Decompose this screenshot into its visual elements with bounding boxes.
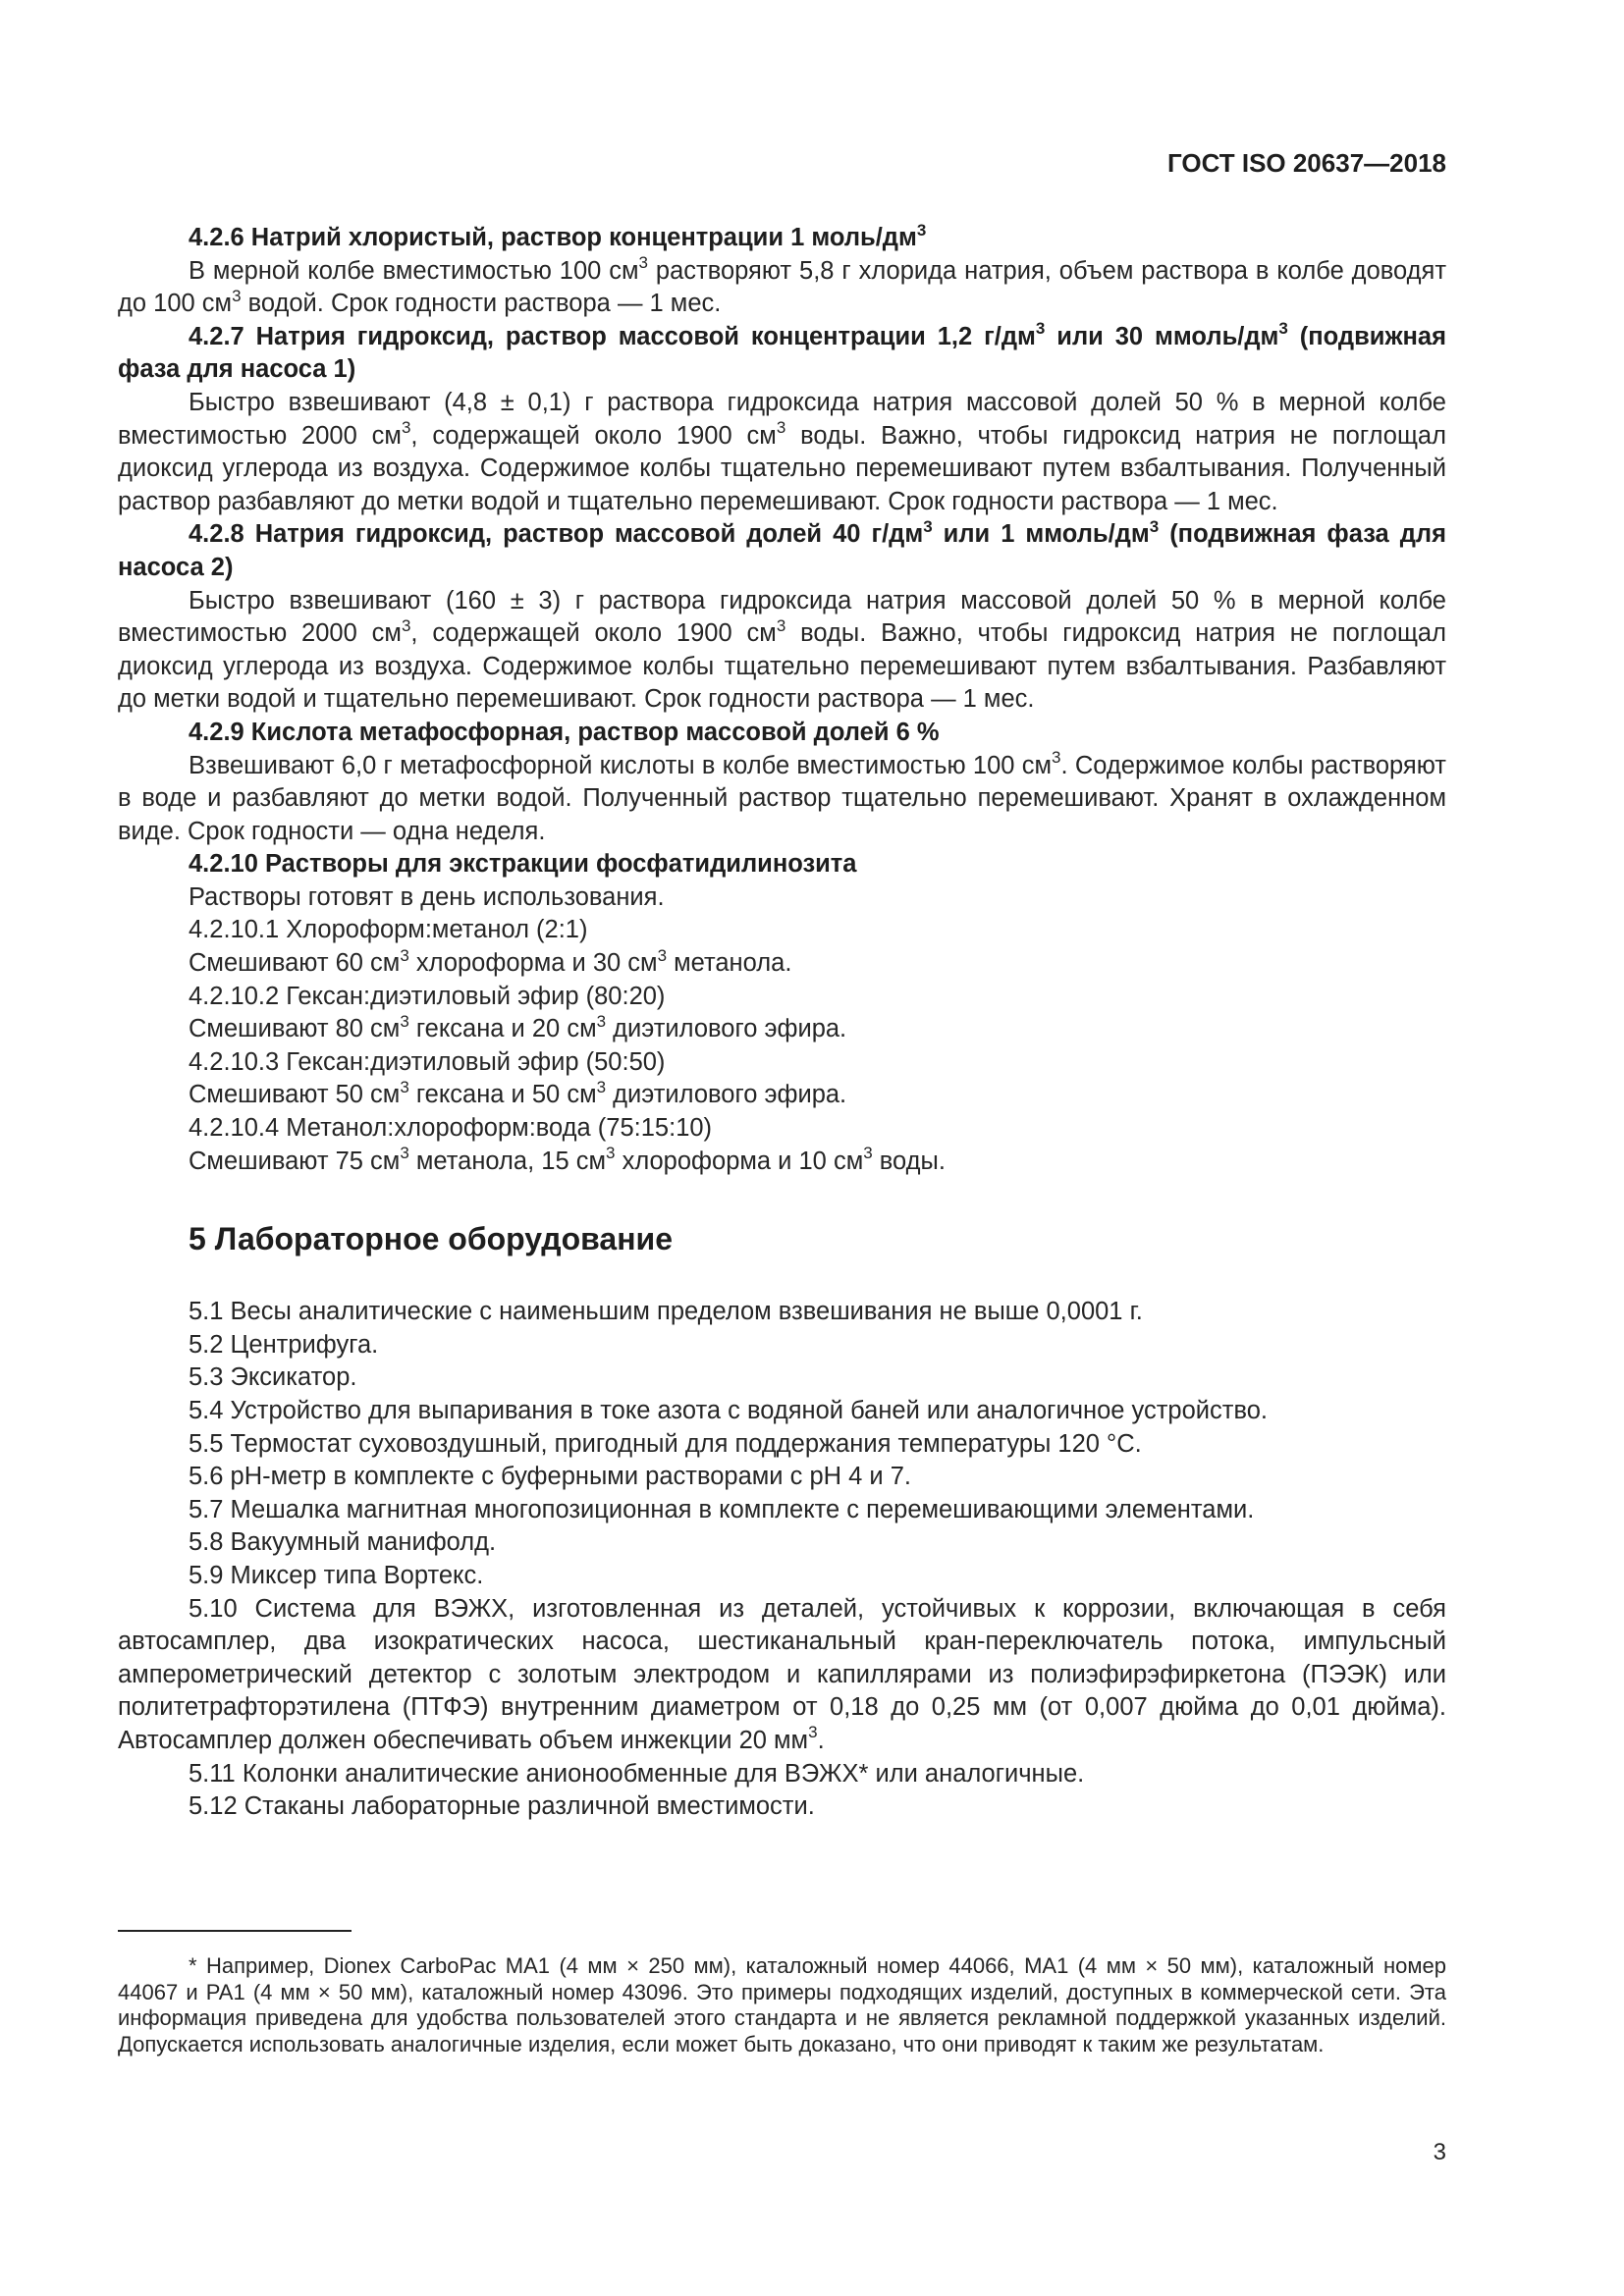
clause-5-9: 5.9 Миксер типа Вортекс.: [189, 1561, 484, 1589]
clause-5-6: 5.6 pH-метр в комплекте с буферными растворами с pH 4 и 7.: [189, 1463, 911, 1491]
clause-4-2-10-text: Растворы готовят в день использования.: [189, 882, 665, 911]
clause-4-2-10-3-heading: 4.2.10.3 Гексан:диэтиловый эфир (50:50): [189, 1047, 666, 1076]
clause-4-2-6-heading: 4.2.6 Натрий хлористый, раствор концентрации 1 моль/$дм^3$: [189, 220, 927, 251]
clause-5-3: 5.3 Эксикатор.: [189, 1363, 357, 1392]
clause-5-11: 5.11 Колонки аналитические анионообменные для ВЭЖХ* или аналогичные.: [189, 1759, 1085, 1788]
clause-4-2-7-heading: 4.2.7 Натрия гидроксид, раствор массовой концентрации 1,2 $г/дм^3$ или 30 ммоль/$дм^3$ (подвижная фаза для насоса 1): [118, 319, 1446, 384]
footnote: * Например, Dionex CarboPac MA1 (4 мм × 250 мм), каталожный номер 44066, MA1 (4 мм × 50 мм), каталожный номер 44067 и PA1 (4 мм × 50 мм), каталожный номер 43096. Это примеры подходящих изделий, доступных в коммерческой сети. Эта информация приведена для удобства пользователей этого стандарта и не является рекламной поддержкой указанных изделий. Допускается использовать аналогичные изделия, если может быть доказано, что они приводят к таким же результатам.: [118, 1953, 1446, 2056]
clause-4-2-6-text: В мерной колбе вместимостью 100 $см^3$ растворяют 5,8 г хлорида натрия, объем раствора в колбе доводят до 100 $см^3$ водой. Срок годности раствора — 1 мес.: [118, 253, 1446, 318]
clause-5-7: 5.7 Мешалка магнитная многопозиционная в комплекте с перемешивающими элементами.: [189, 1495, 1255, 1523]
footnote-separator: [118, 1930, 352, 1932]
clause-4-2-10-1-text: Смешивают 60 $см^3$ хлороформа и 30 $см^3$ метанола.: [189, 945, 792, 978]
clause-4-2-10-3-text: Смешивают 50 $см^3$ гексана и 50 $см^3$ диэтилового эфира.: [189, 1077, 847, 1109]
clause-5-4: 5.4 Устройство для выпаривания в токе азота с водяной баней или аналогичное устройство.: [189, 1397, 1268, 1424]
clause-4-2-10-2-text: Смешивают 80 $см^3$ гексана и 20 $см^3$ диэтилового эфира.: [189, 1011, 847, 1043]
document-header: ГОСТ ISO 20637—2018: [1166, 148, 1446, 178]
clause-4-2-7-text: Быстро взвешивают (4,8 ± 0,1) г раствора гидроксида натрия массовой долей 50 % в мерной колбе вместимостью 2000 $см^3$, содержащей около 1900 $см^3$ воды. Важно, чтобы гидроксид натрия не поглощал диоксид углерода из воздуха. Содержимое колбы тщательно перемешивают путем взбалтывания. Полученный раствор разбавляют до метки водой и тщательно перемешивают. Срок годности раствора — 1 мес.: [118, 388, 1446, 515]
page-number: 3: [1433, 2139, 1446, 2165]
clause-4-2-10-heading: 4.2.10 Растворы для экстракции фосфатидилинозита: [189, 850, 857, 879]
clause-4-2-9-heading: 4.2.9 Кислота метафосфорная, раствор массовой долей 6 %: [189, 718, 940, 746]
clause-4-2-8-text: Быстро взвешивают (160 ± 3) г раствора гидроксида натрия массовой долей 50 % в мерной колбе вместимостью 2000 $см^3$, содержащей около 1900 $см^3$ воды. Важно, чтобы гидроксид натрия не поглощал диоксид углерода из воздуха. Содержимое колбы тщательно перемешивают путем взбалтывания. Разбавляют до метки водой и тщательно перемешивают. Срок годности раствора — 1 мес.: [118, 586, 1446, 714]
clause-5-8: 5.8 Вакуумный манифолд.: [189, 1528, 497, 1557]
clause-4-2-10-1-heading: 4.2.10.1 Хлороформ:метанол (2:1): [189, 916, 588, 944]
section-5-heading: 5 Лабораторное оборудование: [189, 1221, 673, 1257]
clause-5-5: 5.5 Термостат суховоздушный, пригодный для поддержания температуры 120 °C.: [189, 1429, 1142, 1458]
clause-4-2-9-text: Взвешивают 6,0 г метафосфорной кислоты в колбе вместимостью 100 $см^3$. Содержимое колбы растворяют в воде и разбавляют до метки водой. Полученный раствор тщательно перемешивают. Хранят в охлажденном виде. Срок годности — одна неделя.: [118, 748, 1446, 845]
clause-4-2-10-4-heading: 4.2.10.4 Метанол:хлороформ:вода (75:15:10): [189, 1114, 713, 1143]
clause-5-1: 5.1 Весы аналитические с наименьшим пределом взвешивания не выше 0,0001 г.: [189, 1298, 1143, 1326]
document-body: [118, 222, 1446, 1824]
clause-4-2-10-4-text: Смешивают 75 $см^3$ метанола, 15 $см^3$ хлороформа и 10 $см^3$ воды.: [189, 1144, 946, 1175]
clause-4-2-8-heading: 4.2.8 Натрия гидроксид, раствор массовой долей 40 $г/дм^3$ или 1 ммоль/$дм^3$ (подвижная фаза для насоса 2): [118, 516, 1446, 581]
clause-4-2-10-2-heading: 4.2.10.2 Гексан:диэтиловый эфир (80:20): [189, 982, 666, 1010]
clause-5-10: 5.10 Система для ВЭЖХ, изготовленная из деталей, устойчивых к коррозии, включающая в себя автосамплер, два изократических насоса, шестиканальный кран-переключатель потока, импульсный амперометрический детектор с золотым электродом и капиллярами из полиэфирэфиркетона (ПЭЭК) или политетрафторэтилена (ПТФЭ) внутренним диаметром от 0,18 до 0,25 мм (от 0,007 дюйма до 0,01 дюйма). Автосамплер должен обеспечивать объем инжекции 20 $мм^3$.: [118, 1594, 1446, 1754]
clause-5-2: 5.2 Центрифуга.: [189, 1330, 379, 1359]
clause-5-12: 5.12 Стаканы лабораторные различной вместимости.: [189, 1792, 815, 1821]
